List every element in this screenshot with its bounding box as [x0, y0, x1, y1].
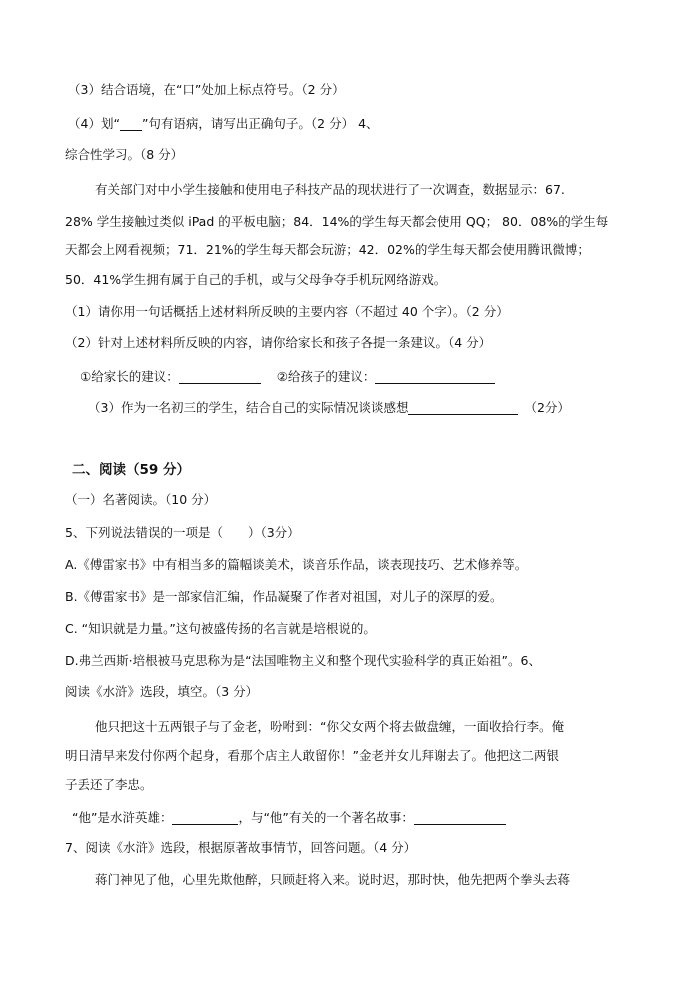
section-4-question-3 [88, 398, 570, 418]
story-blank [414, 810, 506, 825]
question-4-underline [120, 116, 142, 131]
question-3-text: （3）作为一名初三的学生，结合自己的实际情况谈谈感想 [88, 400, 409, 415]
question-6: 阅读《水浒》选段，填空。（3 分） [65, 684, 259, 699]
question-3-score: （2分） [524, 400, 570, 415]
question-4-suffix: ”句有语病，请写出正确句子。（2 分） 4、 [141, 116, 379, 131]
paragraph-line-1: 有关部门对中小学生接触和使用电子科技产品的现状进行了一次调查，数据显示：67. [95, 182, 565, 197]
question-3-blank [408, 400, 518, 415]
question-5-option-b: B.《傅雷家书》是一部家信汇编，作品凝聚了作者对祖国，对儿子的深厚的爱。 [65, 589, 503, 604]
child-suggestion-label: ②给孩子的建议： [276, 369, 376, 384]
child-suggestion-blank [375, 369, 495, 384]
question-5-option-d: D.弗兰西斯·培根被马克思称为是“法国唯物主义和整个现代实验科学的真正始祖”。6、 [65, 653, 541, 668]
question-5: 5、下列说法错误的一项是（ ）（3分） [65, 525, 300, 540]
question-4-prefix: （4）划“ [68, 116, 120, 131]
question-6-passage-line-1: 他只把这十五两银子与了金老，吩咐到：“你父女两个将去做盘缠，一面收拾行李。俺 [95, 719, 564, 734]
section-4-question-2: （2）针对上述材料所反映的内容，请你给家长和孩子各提一条建议。（4 分） [65, 335, 492, 350]
question-6-passage-line-3: 子丢还了李忠。 [65, 777, 153, 792]
story-label: ，与“他”有关的一个著名故事： [238, 810, 414, 825]
section-2-heading: 二、阅读（59 分） [72, 462, 190, 478]
section-4-title: 综合性学习。（8 分） [65, 147, 184, 162]
question-6-passage-line-2: 明日清早来发付你两个起身，看那个店主人敢留你！”金老并女儿拜谢去了。他把这二两银 [65, 748, 559, 763]
question-6-blanks [72, 808, 506, 828]
parent-suggestion-label: ①给家长的建议： [80, 369, 179, 384]
paragraph-line-2: 28% 学生接触过类似 iPad 的平板电脑；84．14%的学生每天都会使用 QQ； 80．08%的学生每 [65, 214, 609, 229]
subsection-1-heading: （一）名著阅读。（10 分） [65, 492, 217, 507]
paragraph-line-4: 50．41%学生拥有属于自己的手机，或与父母争夺手机玩网络游戏。 [65, 272, 447, 287]
question-7-passage-line-1: 蒋门神见了他，心里先欺他醉，只顾赶将入来。说时迟，那时快，他先把两个拳头去蒋 [95, 872, 571, 887]
paragraph-line-3: 天都会上网看视频；71．21%的学生每天都会玩游；42．02%的学生每天都会使用腾讯微博； [65, 242, 590, 257]
section-4-question-1: （1）请你用一句话概括上述材料所反映的主要内容（不超过 40 个字）。（2 分） [65, 304, 509, 319]
hero-blank [172, 810, 238, 825]
suggestion-row [80, 367, 495, 387]
hero-label: “他”是水浒英雄： [72, 810, 173, 825]
question-4 [68, 114, 379, 134]
question-5-option-a: A.《傅雷家书》中有相当多的篇幅谈美术，谈音乐作品，谈表现技巧、艺术修养等。 [65, 557, 528, 572]
parent-suggestion-blank [179, 369, 261, 384]
question-7: 7、阅读《水浒》选段，根据原著故事情节，回答问题。（4 分） [65, 840, 417, 855]
question-3: （3）结合语境，在“口”处加上标点符号。（2 分） [68, 82, 345, 97]
question-5-option-c: C. “知识就是力量。”这句被盛传扬的名言就是培根说的。 [65, 621, 376, 636]
